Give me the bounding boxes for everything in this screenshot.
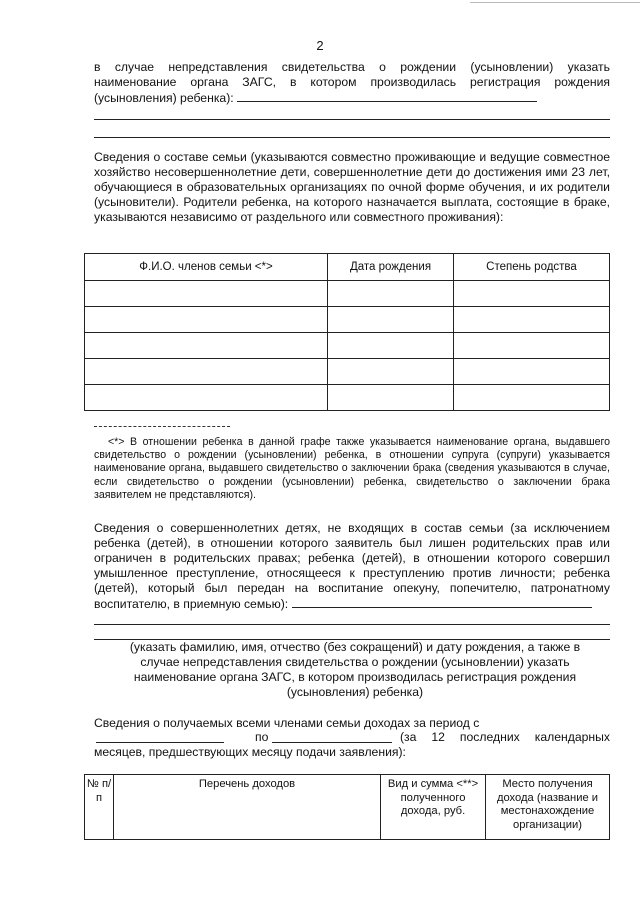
adult-children-section xyxy=(94,521,610,612)
blank-line[interactable] xyxy=(94,624,610,625)
table-cell[interactable] xyxy=(454,333,610,359)
table-row xyxy=(85,385,610,411)
birth-registration-field[interactable] xyxy=(237,90,537,102)
table-cell[interactable] xyxy=(454,307,610,333)
income-table-header xyxy=(85,775,610,840)
top-edge-line xyxy=(470,2,640,3)
family-composition-text: Сведения о составе семьи (указываются совместно проживающие и ведущие совместное хозяйство несовершеннолетние дети, совершеннолетние дети до достижения ими 23 лет, обучающиеся в образовательных организациях по очной форме обучения, и их родители (усыновители). Родители ребенка, на которого назначается выплата, состоящие в браке, указываются независимо от раздельного или совместного проживания): xyxy=(94,150,610,224)
income-intro xyxy=(94,716,610,731)
family-table xyxy=(84,253,610,411)
table-cell[interactable] xyxy=(454,385,610,411)
table-cell[interactable] xyxy=(328,359,454,385)
period-to-label: по xyxy=(255,730,269,744)
column-header-number: № п/п xyxy=(85,775,114,840)
table-row xyxy=(85,307,610,333)
table-cell[interactable] xyxy=(85,359,328,385)
footnote-separator xyxy=(94,426,230,427)
table-cell[interactable] xyxy=(85,333,328,359)
table-cell[interactable] xyxy=(328,281,454,307)
table-cell[interactable] xyxy=(328,307,454,333)
table-cell[interactable] xyxy=(454,281,610,307)
table-cell[interactable] xyxy=(328,333,454,359)
income-table xyxy=(84,774,610,840)
column-header-income-place: Место получения дохода (название и местонахождение организации) xyxy=(486,775,610,840)
birth-registration-text: в случае непредставления свидетельства о рождении (усыновлении) указать наименование органа ЗАГС, в котором производилась регистрация рождения (усыновления) ребенка): xyxy=(94,60,610,105)
footnote-text: <*> В отношении ребенка в данной графе также указывается наименование органа, выдавшего свидетельство о рождении (усыновлении) ребенка, в отношении супруга (супруги) указывается наименование органа, выдавшего свидетельство о заключении брака (сведения указываются в случае, если свидетельство о рождении (усыновлении) ребенка, свидетельство о заключении брака заявителем не представляются). xyxy=(94,436,610,501)
adult-children-text: Сведения о совершеннолетних детях, не входящих в состав семьи (за исключением ребенка (детей), в отношении которого заявитель был лишен родительских прав или ограничен в родительских правах; ребенка (детей), в отношении которого совершил умышленное преступление, относящееся к преступлению против личности; ребенка (детей), который был передан на воспитание опекуну, попечителю, патронатному воспитателю, в приемную семью): xyxy=(94,521,610,611)
table-cell[interactable] xyxy=(85,281,328,307)
table-row xyxy=(85,333,610,359)
table-cell[interactable] xyxy=(328,385,454,411)
income-intro-text: Сведения о получаемых всеми членами семьи доходах за период с xyxy=(94,716,480,730)
column-header-income-list: Перечень доходов xyxy=(114,775,381,840)
adult-children-field[interactable] xyxy=(292,596,592,608)
page-number: 2 xyxy=(316,38,324,53)
column-header-income-amount: Вид и сумма <**> полученного дохода, руб. xyxy=(381,775,486,840)
column-header-birth-date: Дата рождения xyxy=(328,254,454,281)
table-row xyxy=(85,359,610,385)
table-cell[interactable] xyxy=(85,307,328,333)
table-cell[interactable] xyxy=(454,359,610,385)
blank-line[interactable] xyxy=(94,119,610,120)
birth-registration-section xyxy=(94,60,610,106)
instruction-note: (указать фамилию, имя, отчество (без сокращений) и дату рождения, а также в случае непредставления свидетельства о рождении (усыновлении) указать наименование органа ЗАГС, в котором производилась регистрация рождения (усыновления) ребенка) xyxy=(129,640,581,699)
column-header-relationship: Степень родства xyxy=(454,254,610,281)
family-table-header xyxy=(85,254,610,281)
table-cell[interactable] xyxy=(85,385,328,411)
table-row xyxy=(85,281,610,307)
income-period-note: (за 12 последних календарных месяцев, предшествующих месяцу подачи заявления): xyxy=(94,730,610,759)
column-header-name: Ф.И.О. членов семьи <*> xyxy=(85,254,328,281)
blank-line[interactable] xyxy=(94,137,610,138)
